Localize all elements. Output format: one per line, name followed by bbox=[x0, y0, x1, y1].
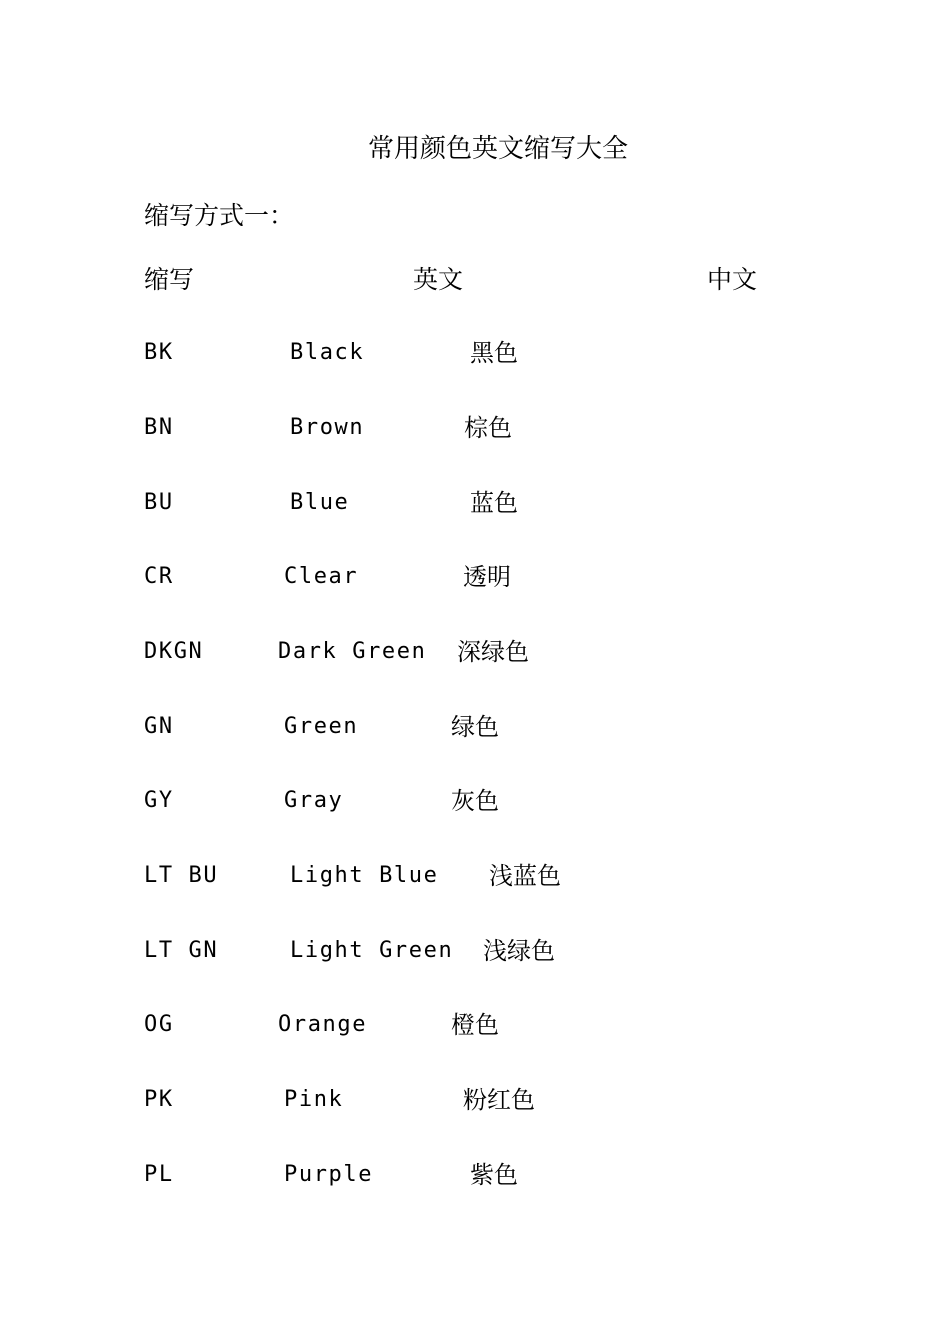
english-cell: Pink bbox=[284, 1087, 344, 1112]
english-cell: Orange bbox=[278, 1012, 368, 1037]
abbreviation-cell: GY bbox=[144, 788, 174, 813]
chinese-cell: 橙色 bbox=[451, 1011, 499, 1039]
abbreviation-cell: LT BU bbox=[144, 863, 219, 888]
english-cell: Clear bbox=[284, 564, 359, 589]
table-row bbox=[0, 781, 950, 821]
table-row bbox=[0, 707, 950, 747]
chinese-cell: 棕色 bbox=[464, 414, 512, 442]
page-title: 常用颜色英文缩写大全 bbox=[367, 134, 628, 164]
abbreviation-cell: PK bbox=[144, 1087, 174, 1112]
chinese-cell: 紫色 bbox=[470, 1161, 518, 1189]
chinese-cell: 黑色 bbox=[470, 339, 518, 367]
section-heading: 缩写方式一： bbox=[144, 201, 295, 230]
english-cell: Light Blue bbox=[290, 863, 439, 888]
english-cell: Black bbox=[290, 340, 365, 365]
english-cell: Light Green bbox=[290, 938, 454, 963]
chinese-cell: 透明 bbox=[463, 563, 511, 591]
table-row bbox=[0, 632, 950, 672]
table-row bbox=[0, 856, 950, 896]
table-row bbox=[0, 1155, 950, 1195]
english-cell: Gray bbox=[284, 788, 344, 813]
abbreviation-cell: CR bbox=[144, 564, 174, 589]
chinese-cell: 浅绿色 bbox=[483, 937, 555, 965]
table-row bbox=[0, 557, 950, 597]
chinese-cell: 深绿色 bbox=[457, 638, 529, 666]
abbreviation-cell: OG bbox=[144, 1012, 174, 1037]
table-row bbox=[0, 931, 950, 971]
english-cell: Purple bbox=[284, 1162, 374, 1187]
chinese-cell: 灰色 bbox=[451, 787, 499, 815]
table-row bbox=[0, 483, 950, 523]
english-cell: Green bbox=[284, 714, 359, 739]
abbreviation-cell: DKGN bbox=[144, 639, 204, 664]
chinese-cell: 绿色 bbox=[451, 713, 499, 741]
abbreviation-cell: LT GN bbox=[144, 938, 219, 963]
chinese-cell: 蓝色 bbox=[470, 489, 518, 517]
chinese-cell: 浅蓝色 bbox=[489, 862, 561, 890]
table-row bbox=[0, 1080, 950, 1120]
abbreviation-cell: BU bbox=[144, 490, 174, 515]
table-row bbox=[0, 333, 950, 373]
column-header-english: 英文 bbox=[413, 265, 464, 294]
abbreviation-cell: GN bbox=[144, 714, 174, 739]
chinese-cell: 粉红色 bbox=[463, 1086, 535, 1114]
abbreviation-cell: PL bbox=[144, 1162, 174, 1187]
table-row bbox=[0, 408, 950, 448]
english-cell: Dark Green bbox=[278, 639, 427, 664]
english-cell: Blue bbox=[290, 490, 350, 515]
abbreviation-cell: BN bbox=[144, 415, 174, 440]
abbreviation-cell: BK bbox=[144, 340, 174, 365]
column-header-chinese: 中文 bbox=[707, 265, 758, 294]
column-header-abbreviation: 缩写 bbox=[144, 265, 195, 294]
english-cell: Brown bbox=[290, 415, 365, 440]
table-row bbox=[0, 1005, 950, 1045]
